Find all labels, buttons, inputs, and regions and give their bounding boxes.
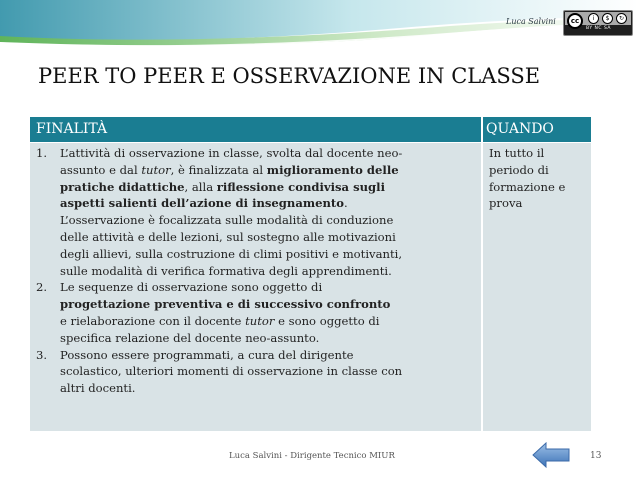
text-run: delle attività e delle lezioni, sul sostegno alle motivazioni — [60, 229, 396, 244]
quando-line: formazione e — [489, 179, 566, 194]
nc-icon: $ — [602, 13, 613, 24]
back-button[interactable] — [531, 441, 571, 469]
author-label: Luca Salvini — [506, 17, 556, 26]
table-header-row — [30, 117, 591, 142]
list-item-line — [60, 296, 480, 313]
footer-text: Luca Salvini - Dirigente Tecnico MIUR — [229, 451, 395, 461]
italic-text: tutor — [245, 313, 275, 328]
text-run: Possono essere programmati, a cura del dirigente — [60, 347, 354, 362]
left-arrow-icon — [531, 441, 571, 469]
list-item-line — [60, 162, 480, 179]
page-number: 13 — [590, 451, 602, 461]
list-item-line — [60, 330, 480, 347]
list-item-line — [60, 179, 480, 196]
list-item-line — [60, 279, 480, 296]
license-labels: BY NC SA — [586, 26, 611, 31]
text-run: e sono oggetto di — [274, 313, 380, 328]
list-item — [36, 347, 480, 397]
finalita-list — [36, 145, 480, 397]
bold-text: pratiche didattiche — [60, 179, 185, 194]
sa-icon: ↻ — [616, 13, 627, 24]
by-icon: i — [588, 13, 599, 24]
bold-text: aspetti salienti dell’azione di insegnamento — [60, 196, 345, 211]
text-run: Le sequenze di osservazione sono oggetto di — [60, 280, 323, 295]
text-run: degli allievi, sulla costruzione di climi positivi e motivanti, — [60, 246, 403, 261]
list-item-number: 1. — [36, 146, 48, 160]
list-item-number: 2. — [36, 280, 48, 295]
list-item-number: 3. — [36, 347, 48, 362]
quando-line: In tutto il — [489, 146, 545, 160]
text-run: specifica relazione del docente neo-assunto. — [60, 330, 320, 345]
text-run: e rielaborazione con il docente — [60, 313, 246, 328]
list-item — [36, 279, 480, 346]
bold-text: riflessione condivisa sugli — [216, 179, 385, 194]
list-item — [36, 145, 480, 279]
header-finalita: FINALITÀ — [36, 121, 108, 137]
text-run: . — [344, 196, 348, 211]
cc-logo-icon: cc — [567, 13, 583, 29]
list-item-line — [60, 195, 480, 212]
text-run: scolastico, ulteriori momenti di osservazione in classe con — [60, 364, 403, 379]
list-item-line — [60, 263, 480, 280]
text-run: , è finalizzata al — [170, 162, 267, 177]
list-item-line — [60, 246, 480, 263]
list-item-line — [60, 363, 480, 380]
list-item-line — [60, 145, 480, 162]
list-item-line — [60, 380, 480, 397]
quando-line: prova — [489, 196, 523, 211]
list-item-line — [60, 229, 480, 246]
text-run: L’attività di osservazione in classe, svolta dal docente neo- — [60, 146, 403, 160]
list-item-line — [60, 347, 480, 364]
text-run: sulle modalità di verifica formativa degli apprendimenti. — [60, 263, 392, 278]
header-divider — [481, 117, 483, 142]
bold-text: progettazione preventiva e di successivo confronto — [60, 297, 391, 312]
text-run: , alla — [184, 179, 217, 194]
header-quando: QUANDO — [486, 121, 554, 137]
list-item-line — [60, 212, 480, 229]
creative-commons-by-nc-sa-icon — [563, 10, 633, 36]
bold-text: miglioramento delle — [266, 162, 399, 177]
quando-line: periodo di — [489, 162, 549, 177]
text-run: altri docenti. — [60, 381, 136, 396]
text-run: assunto e dal — [60, 162, 142, 177]
slide-title: PEER TO PEER E OSSERVAZIONE IN CLASSE — [38, 64, 541, 88]
content-table — [30, 117, 591, 431]
italic-text: tutor — [141, 162, 171, 177]
text-run: L’osservazione è focalizzata sulle modalità di conduzione — [60, 213, 394, 228]
quando-text — [489, 145, 589, 212]
list-item-line — [60, 313, 480, 330]
